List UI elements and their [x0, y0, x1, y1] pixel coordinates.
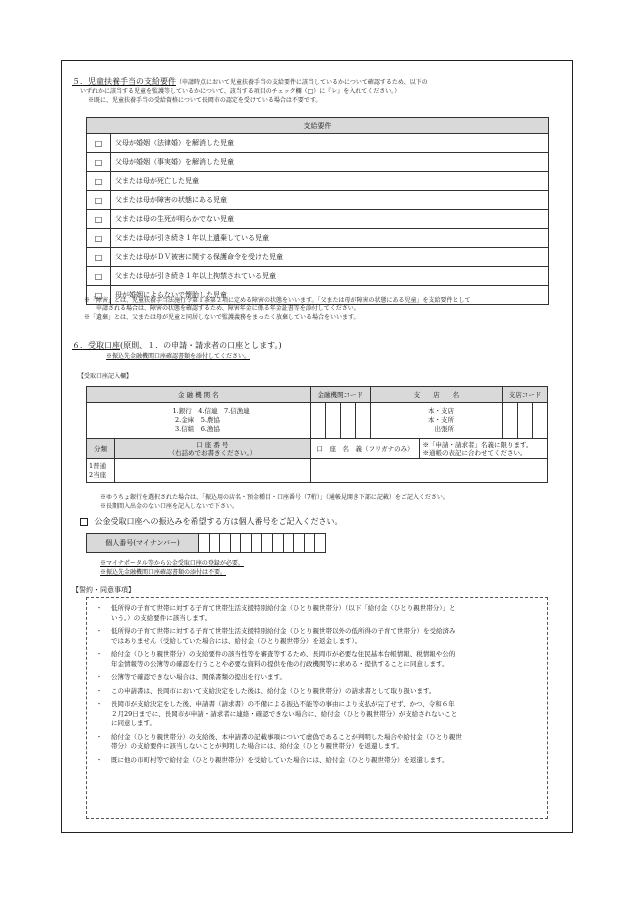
requirement-label: 父または母が引き続き１年以上遺棄している児童: [111, 229, 549, 248]
consent-text: [111, 733, 541, 752]
branch-header: 支 店 名: [370, 387, 502, 403]
consent-line: 給付金（ひとり親世帯分）の支給要件の該当性等を審査等するため、長岡市が必要な住民基本台帳情報、税情報や公的: [111, 650, 456, 658]
my-number-label: 個人番号(マイナンバー): [87, 534, 199, 552]
consent-item: [87, 700, 541, 729]
requirement-checkbox[interactable]: □: [87, 267, 111, 286]
bank-code-digit[interactable]: [340, 403, 355, 439]
bank-types-2: 2.金庫 5.農協: [175, 416, 220, 424]
holder-notes: [420, 439, 548, 459]
requirement-checkbox[interactable]: □: [87, 191, 111, 210]
account-class-field[interactable]: [87, 459, 115, 483]
consent-item: [87, 650, 541, 669]
my-number-note-1: ※マイナポータル等から公金受取口座の登録が必要。: [100, 560, 244, 567]
requirement-label: 父または母が障害の状態にある児童: [111, 191, 549, 210]
requirement-row: [87, 210, 549, 229]
branch-code-digit[interactable]: [503, 403, 518, 439]
account-number-field[interactable]: [115, 459, 311, 483]
consent-line: 既に他の市町村等で給付金（ひとり親世帯分）を受給していた場合には、給付金（ひとり親世帯分）を返還します。: [111, 755, 449, 764]
account-box-label: 【受取口座記入欄】: [78, 373, 133, 380]
branch-types-2: 本・支所: [428, 416, 454, 424]
account-holder-field[interactable]: [310, 459, 547, 483]
consent-line: いう。）の支給要件に該当します。: [111, 613, 212, 622]
class-header: 分類: [87, 439, 115, 459]
requirement-row: [87, 153, 549, 172]
consent-item: [87, 673, 541, 683]
requirement-checkbox[interactable]: □: [87, 134, 111, 153]
bank-code-digit[interactable]: [355, 403, 370, 439]
my-number-digit[interactable]: [262, 534, 273, 552]
public-account-label: 公金受取口座への振込みを希望する方は個人番号をご記入ください。: [94, 517, 343, 526]
requirement-label: 父母が婚姻（事実婚）を解消した児童: [111, 153, 549, 172]
my-number-digit[interactable]: [210, 534, 221, 552]
section6-title: ６．受取口座: [72, 341, 120, 350]
requirement-row: [87, 248, 549, 267]
bank-types-3: 3.信組 6.漁協: [175, 425, 220, 433]
consent-title: 【誓約・同意事項】: [72, 586, 135, 594]
requirement-label: 母が婚姻によらないで懐胎した児童: [111, 286, 549, 305]
consent-item: [87, 733, 541, 752]
my-number-digit[interactable]: [284, 534, 295, 552]
bullet-icon: ・: [95, 673, 103, 681]
consent-list: [87, 604, 541, 765]
requirement-row: [87, 191, 549, 210]
section5-heading: [72, 77, 572, 87]
bank-code-digit[interactable]: [310, 403, 325, 439]
branch-types-3: 出張所: [434, 425, 454, 433]
requirement-label: 父または母が死亡した児童: [111, 172, 549, 191]
holder-header: 口 座 名 義（フリガナのみ）: [310, 439, 420, 459]
branch-types-1: 本・支店: [428, 407, 454, 415]
public-account-checkbox[interactable]: [80, 518, 88, 526]
requirement-row: [87, 134, 549, 153]
section5-title: ５．児童扶養手当の支給要件: [72, 77, 176, 86]
yucho-note-2: ※長期間入出金のない口座を記入しないで下さい。: [100, 503, 239, 510]
my-number-digit[interactable]: [220, 534, 231, 552]
consent-text: [111, 687, 541, 697]
section6-title-rest: (原則、１．の申請・請求者の口座とします。): [120, 341, 282, 350]
bank-table: [86, 386, 548, 483]
consent-text: [111, 650, 541, 669]
requirement-label: 父母が婚姻（法律婚）を解消した児童: [111, 134, 549, 153]
holder-note-2: ※通帳の表記に合わせてください。: [422, 448, 527, 457]
my-number-digit[interactable]: [305, 534, 316, 552]
bank-name-header: 金 融 機 関 名: [87, 387, 311, 403]
account-number-sub: （右詰めでお書きください。）: [168, 448, 257, 457]
consent-text: [111, 700, 541, 729]
consent-line: 公簿等で確認できない場合は、関係書類の提出を行います。: [111, 673, 286, 681]
requirement-checkbox[interactable]: □: [87, 172, 111, 191]
attach-note: ※振込先金融機関口座確認書類を添付してください。: [106, 353, 251, 360]
consent-line: 給付金（ひとり親世帯分）の支給後、本申請書の記載事項について虚偽であることが判明した場合や給付金（ひとり親世: [111, 732, 462, 741]
consent-line: ではありません（受給していた場合には、給付金（ひとり親世帯分）を返金します）。: [111, 636, 362, 645]
branch-code-digit[interactable]: [533, 403, 548, 439]
consent-text: [111, 673, 541, 683]
my-number-digit[interactable]: [199, 534, 210, 552]
my-number-digit[interactable]: [241, 534, 252, 552]
footnote-1: ※「障害」とは、児童扶養手当法施行令第１条第２項に定める障害の状態をいいます。「父または母が障害の状態にある児童」を支給要件として: [84, 297, 471, 304]
consent-line: 長岡市が支給決定をした後、申請書（請求書）の不備による振込不能等の事由により支払が完了せず、かつ、令和６年: [111, 700, 455, 708]
my-number-digit[interactable]: [294, 534, 305, 552]
consent-item: [87, 604, 541, 623]
bullet-icon: ・: [95, 732, 103, 741]
requirement-row: [87, 267, 549, 286]
requirement-checkbox[interactable]: □: [87, 248, 111, 267]
requirement-checkbox[interactable]: □: [87, 210, 111, 229]
class-option-current: 2当座: [89, 470, 107, 479]
account-number-header: [115, 439, 311, 459]
requirement-checkbox[interactable]: □: [87, 286, 111, 305]
bullet-icon: ・: [95, 650, 103, 658]
consent-item: [87, 627, 541, 646]
requirement-checkbox[interactable]: □: [87, 153, 111, 172]
footnote-3: ※「遺棄」とは、父または母が児童と同居しないで監護義務をまったく放棄している場合をいいます。: [84, 314, 360, 321]
bank-name-field[interactable]: [87, 403, 311, 439]
consent-line: この申請書は、長岡市において支給決定をした後は、給付金（ひとり親世帯分）の請求書として取り扱います。: [111, 686, 436, 695]
bank-code-header: 金融機関コード: [310, 387, 370, 403]
requirement-label: 父または母が引き続き１年以上拘禁されている児童: [111, 267, 549, 286]
section6-heading: [72, 341, 282, 351]
consent-line: に同意します。: [111, 719, 156, 727]
my-number-field[interactable]: [199, 534, 325, 552]
bullet-icon: ・: [95, 700, 103, 708]
requirement-checkbox[interactable]: □: [87, 229, 111, 248]
consent-item: [87, 756, 541, 766]
consent-line: 年金情報等の公簿等の確認を行うことや必要な資料の提供を他の行政機関等に求める・提供することに同意します。: [111, 659, 449, 668]
public-account-row: [80, 517, 343, 527]
bullet-icon: ・: [95, 627, 103, 635]
requirement-label: 父または母の生死が明らかでない児童: [111, 210, 549, 229]
consent-line: 低所得の子育て世帯に対する子育て世帯生活支援特別給付金（ひとり親世帯以外の低所得の子育て世帯分）を受給済み: [111, 627, 456, 635]
my-number-digit[interactable]: [273, 534, 284, 552]
section5-note-line2: いずれかに該当する児童を監護等しているかについて、該当する項目のチェック欄（□）に『レ』を入れてください。）: [80, 88, 401, 95]
consent-line: ２月29日までに、長岡市が申請・請求者に連絡・確認できない場合に、給付金（ひとり親世帯分）が支給されないこと: [111, 709, 458, 718]
footnote-2: 申請される場合は、障害の状態を確認するため、障害年金に係る年金証書等を添付してください。: [96, 305, 360, 312]
consent-text: [111, 604, 541, 623]
branch-code-digit[interactable]: [518, 403, 533, 439]
section5-note-inline: （申請時点において児童扶養手当の支給要件に該当しているかについて確認するため、以下の: [176, 79, 428, 86]
account-number-title: 口 座 番 号: [196, 440, 229, 449]
branch-name-field[interactable]: [370, 403, 502, 439]
requirement-row: [87, 229, 549, 248]
bullet-icon: ・: [95, 755, 103, 764]
consent-box: [86, 597, 548, 819]
consent-line: 帯分）の支給要件に該当しないことが判明した場合には、給付金（ひとり親世帯分）を返還します。: [111, 742, 403, 750]
my-number-digit[interactable]: [315, 534, 325, 552]
class-option-ordinary: 1普通: [89, 461, 107, 470]
bullet-icon: ・: [95, 604, 103, 612]
requirement-row: [87, 172, 549, 191]
consent-line: 低所得の子育て世帯に対する子育て世帯生活支援特別給付金（ひとり親世帯分）（以下「給付金（ひとり親世帯分）」と: [111, 604, 456, 612]
bank-code-digit[interactable]: [325, 403, 340, 439]
yucho-note-1: ※ゆうちょ銀行を選択された場合は、「振込用の店名・預金種目・口座番号（7桁）」（通帳見開き下部に記載）をご記入ください。: [100, 494, 449, 501]
my-number-digit[interactable]: [252, 534, 263, 552]
requirements-table: [86, 117, 549, 305]
consent-text: [111, 756, 541, 766]
bank-types-1: 1.銀行 4.信連 7.信漁連: [172, 407, 250, 415]
my-number-row: [86, 533, 326, 553]
my-number-digit[interactable]: [231, 534, 242, 552]
requirement-label: 父または母がＤＶ被害に関する保護命令を受けた児童: [111, 248, 549, 267]
bullet-icon: ・: [95, 686, 103, 695]
section5-note-line3: ※既に、児童扶養手当の受給資格について長岡市の認定を受けている場合は不要です。: [88, 97, 322, 104]
consent-text: [111, 627, 541, 646]
branch-code-header: 支店コード: [503, 387, 548, 403]
consent-item: [87, 687, 541, 697]
requirements-header: 支給要件: [87, 118, 549, 134]
holder-note-1: ※「申請・請求者」名義に限ります。: [422, 440, 533, 449]
my-number-note-2: ※振込先金融機関口座確認書類の添付は不要。: [100, 569, 227, 576]
